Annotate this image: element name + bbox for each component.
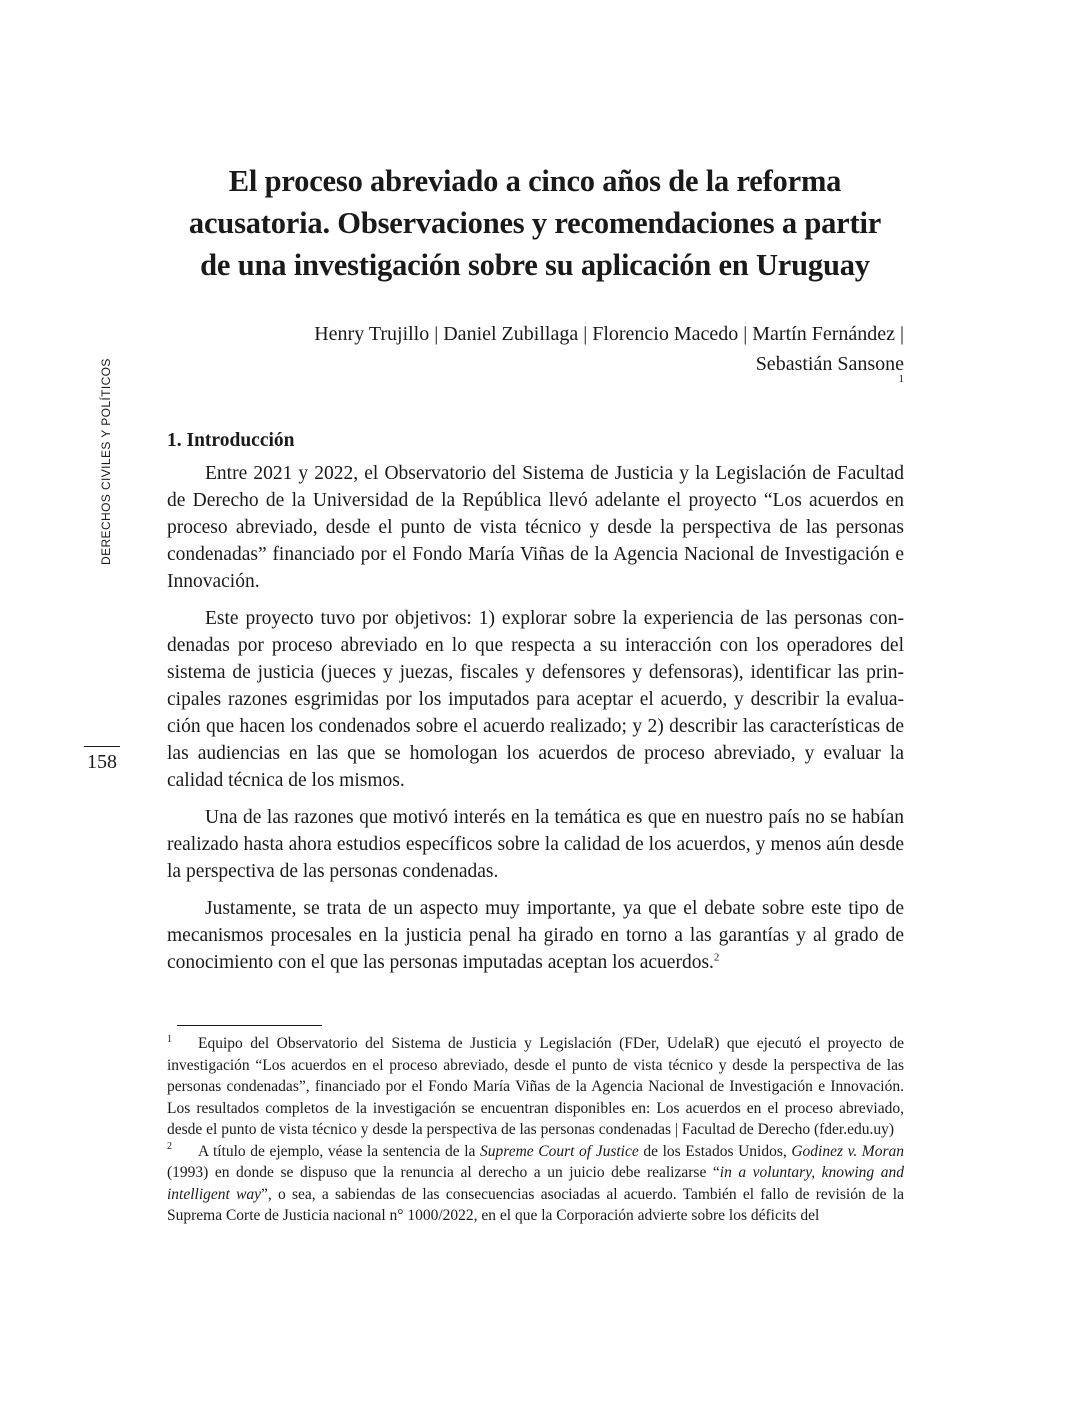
title-line: de una investigación sobre su aplicación en Uruguay xyxy=(200,248,870,282)
footnote-italic: Godinez v. Moran xyxy=(791,1142,905,1160)
page-number: 158 xyxy=(84,746,120,774)
footnote-1: 1 Equipo del Observatorio del Sistema de Justicia y Legislación (FDer, UdelaR) que ejecutó el proyecto de investigación “Los acuerdos en el proceso abreviado, desde el punto de vista técnico y desde la perspectiva de las personas condenadas”, financiado por el Fondo María Viñas de la Agencia Nacional de Investigación e Innovación. Los resultados completos de la investigación se encuentran disponibles en: Los acuerdos en el proceso abreviado, desde el punto de vista técnico y desde la perspectiva de las personas condenadas | Facultad de Derecho (fder.edu.uy) xyxy=(167,1033,904,1138)
paragraph-text: Justamente, se trata de un aspecto muy importante, ya que el debate sobre este tipo de mecanismos procesales en la justicia penal ha girado en torno a las garantías y al grado de conocimiento con el que las personas imputadas aceptan los acuerdos. xyxy=(167,898,904,973)
title-line: acusatoria. Observaciones y recomendaciones a partir xyxy=(188,206,882,240)
footnote-italic: in a voluntary, knowing and intelligent way xyxy=(167,1164,904,1203)
paragraph: Este proyecto tuvo por objetivos: 1) explorar sobre la experiencia de las personas condenadas por proceso abreviado en lo que respecta a su interacción con los operadores del sistema de justicia (jueces y juezas, fiscales y defensores y defensoras), identificar las principales razones esgrimidas por los imputados para aceptar el acuerdo, y describir la evaluación que hacen los condenados sobre el acuerdo realizado; y 2) describir las características de las audiencias en las que se homologan los acuerdos de proceso abreviado, y evaluar la calidad técnica de los mismos. xyxy=(167,608,904,791)
author-list xyxy=(184,319,904,385)
article-title xyxy=(150,160,920,286)
authors-line-2: Sebastián Sansone 1 xyxy=(184,349,904,379)
footnote-separator xyxy=(177,1025,322,1026)
footnote-text: A título de ejemplo, véase la sentencia de la xyxy=(198,1142,480,1160)
footnote-text: de los Estados Unidos, xyxy=(638,1142,792,1160)
footnote-ref-2[interactable]: 2 xyxy=(713,951,720,964)
footnote-text: (1993) en donde se dispuso que la renuncia al derecho a un juicio debe realizarse “ xyxy=(167,1164,720,1181)
author-last: Sebastián Sansone xyxy=(755,353,904,375)
title-line: El proceso abreviado a cinco años de la reforma xyxy=(228,164,842,198)
footnote-2: 2 A título de ejemplo, véase la sentencia de la Supreme Court of Justice de los Estados Unidos, Godinez v. Moran (1993) en donde se dispuso que la renuncia al derecho a un juicio debe realizarse “in a voluntary, knowing and intelligent way”, o sea, a sabiendas de las consecuencias asociadas al acuerdo. También el fallo de revisión de la Suprema Corte de Justicia nacional n° 1000/2022, en el que la Corporación advierte sobre los déficits del xyxy=(167,1141,905,1224)
running-section-label: DERECHOS CIVILES Y POLÍTICOS xyxy=(99,358,113,565)
section-heading: 1. Introducción xyxy=(167,430,295,451)
footnote-text: Equipo del Observatorio del Sistema de Justicia y Legislación (FDer, UdelaR) que ejecutó el proyecto de investigación “Los acuerdos en el proceso abreviado, desde el punto de vista técnico y desde la perspectiva de las personas condenadas”, financiado por el Fondo María Viñas de la Agencia Nacional de Investigación e Innovación. Los resultados completos de la investigación se encuentran disponibles en: Los acuerdos en el proceso abreviado, desde el punto de vista técnico y desde la perspectiva de las personas condenadas | Facultad de Derecho (fder.edu.uy) xyxy=(167,1035,904,1138)
footnote-text: ”, o sea, a sabiendas de las consecuencias asociadas al acuerdo. También el fallo de revisión de la Suprema Corte de Justicia nacional n° 1000/2022, en el que la Corporación advierte sobre los déficits del xyxy=(167,1185,904,1224)
footnote-italic: Supreme Court of Justice xyxy=(480,1142,639,1160)
footnotes xyxy=(167,1033,904,1227)
main-body xyxy=(167,427,904,986)
paragraph: Una de las razones que motivó interés en la temática es que en nuestro país no se habían realizado hasta ahora estudios específicos sobre la calidad de los acuerdos, y menos aún desde la perspectiva de las personas condenadas. xyxy=(167,807,904,882)
paragraph: Entre 2021 y 2022, el Observatorio del Sistema de Justicia y la Legislación de Facultad de Derecho de la Universidad de la República llevó adelante el proyecto “Los acuerdos en proceso abreviado, desde el punto de vista técnico y desde la perspectiva de las personas condenadas” financiado por el Fondo María Viñas de la Agencia Nacional de Investigación e Innovación. xyxy=(167,463,904,592)
authors-line-1: Henry Trujillo | Daniel Zubillaga | Florencio Macedo | Martín Fernández | xyxy=(314,323,904,345)
paragraph xyxy=(167,895,904,976)
